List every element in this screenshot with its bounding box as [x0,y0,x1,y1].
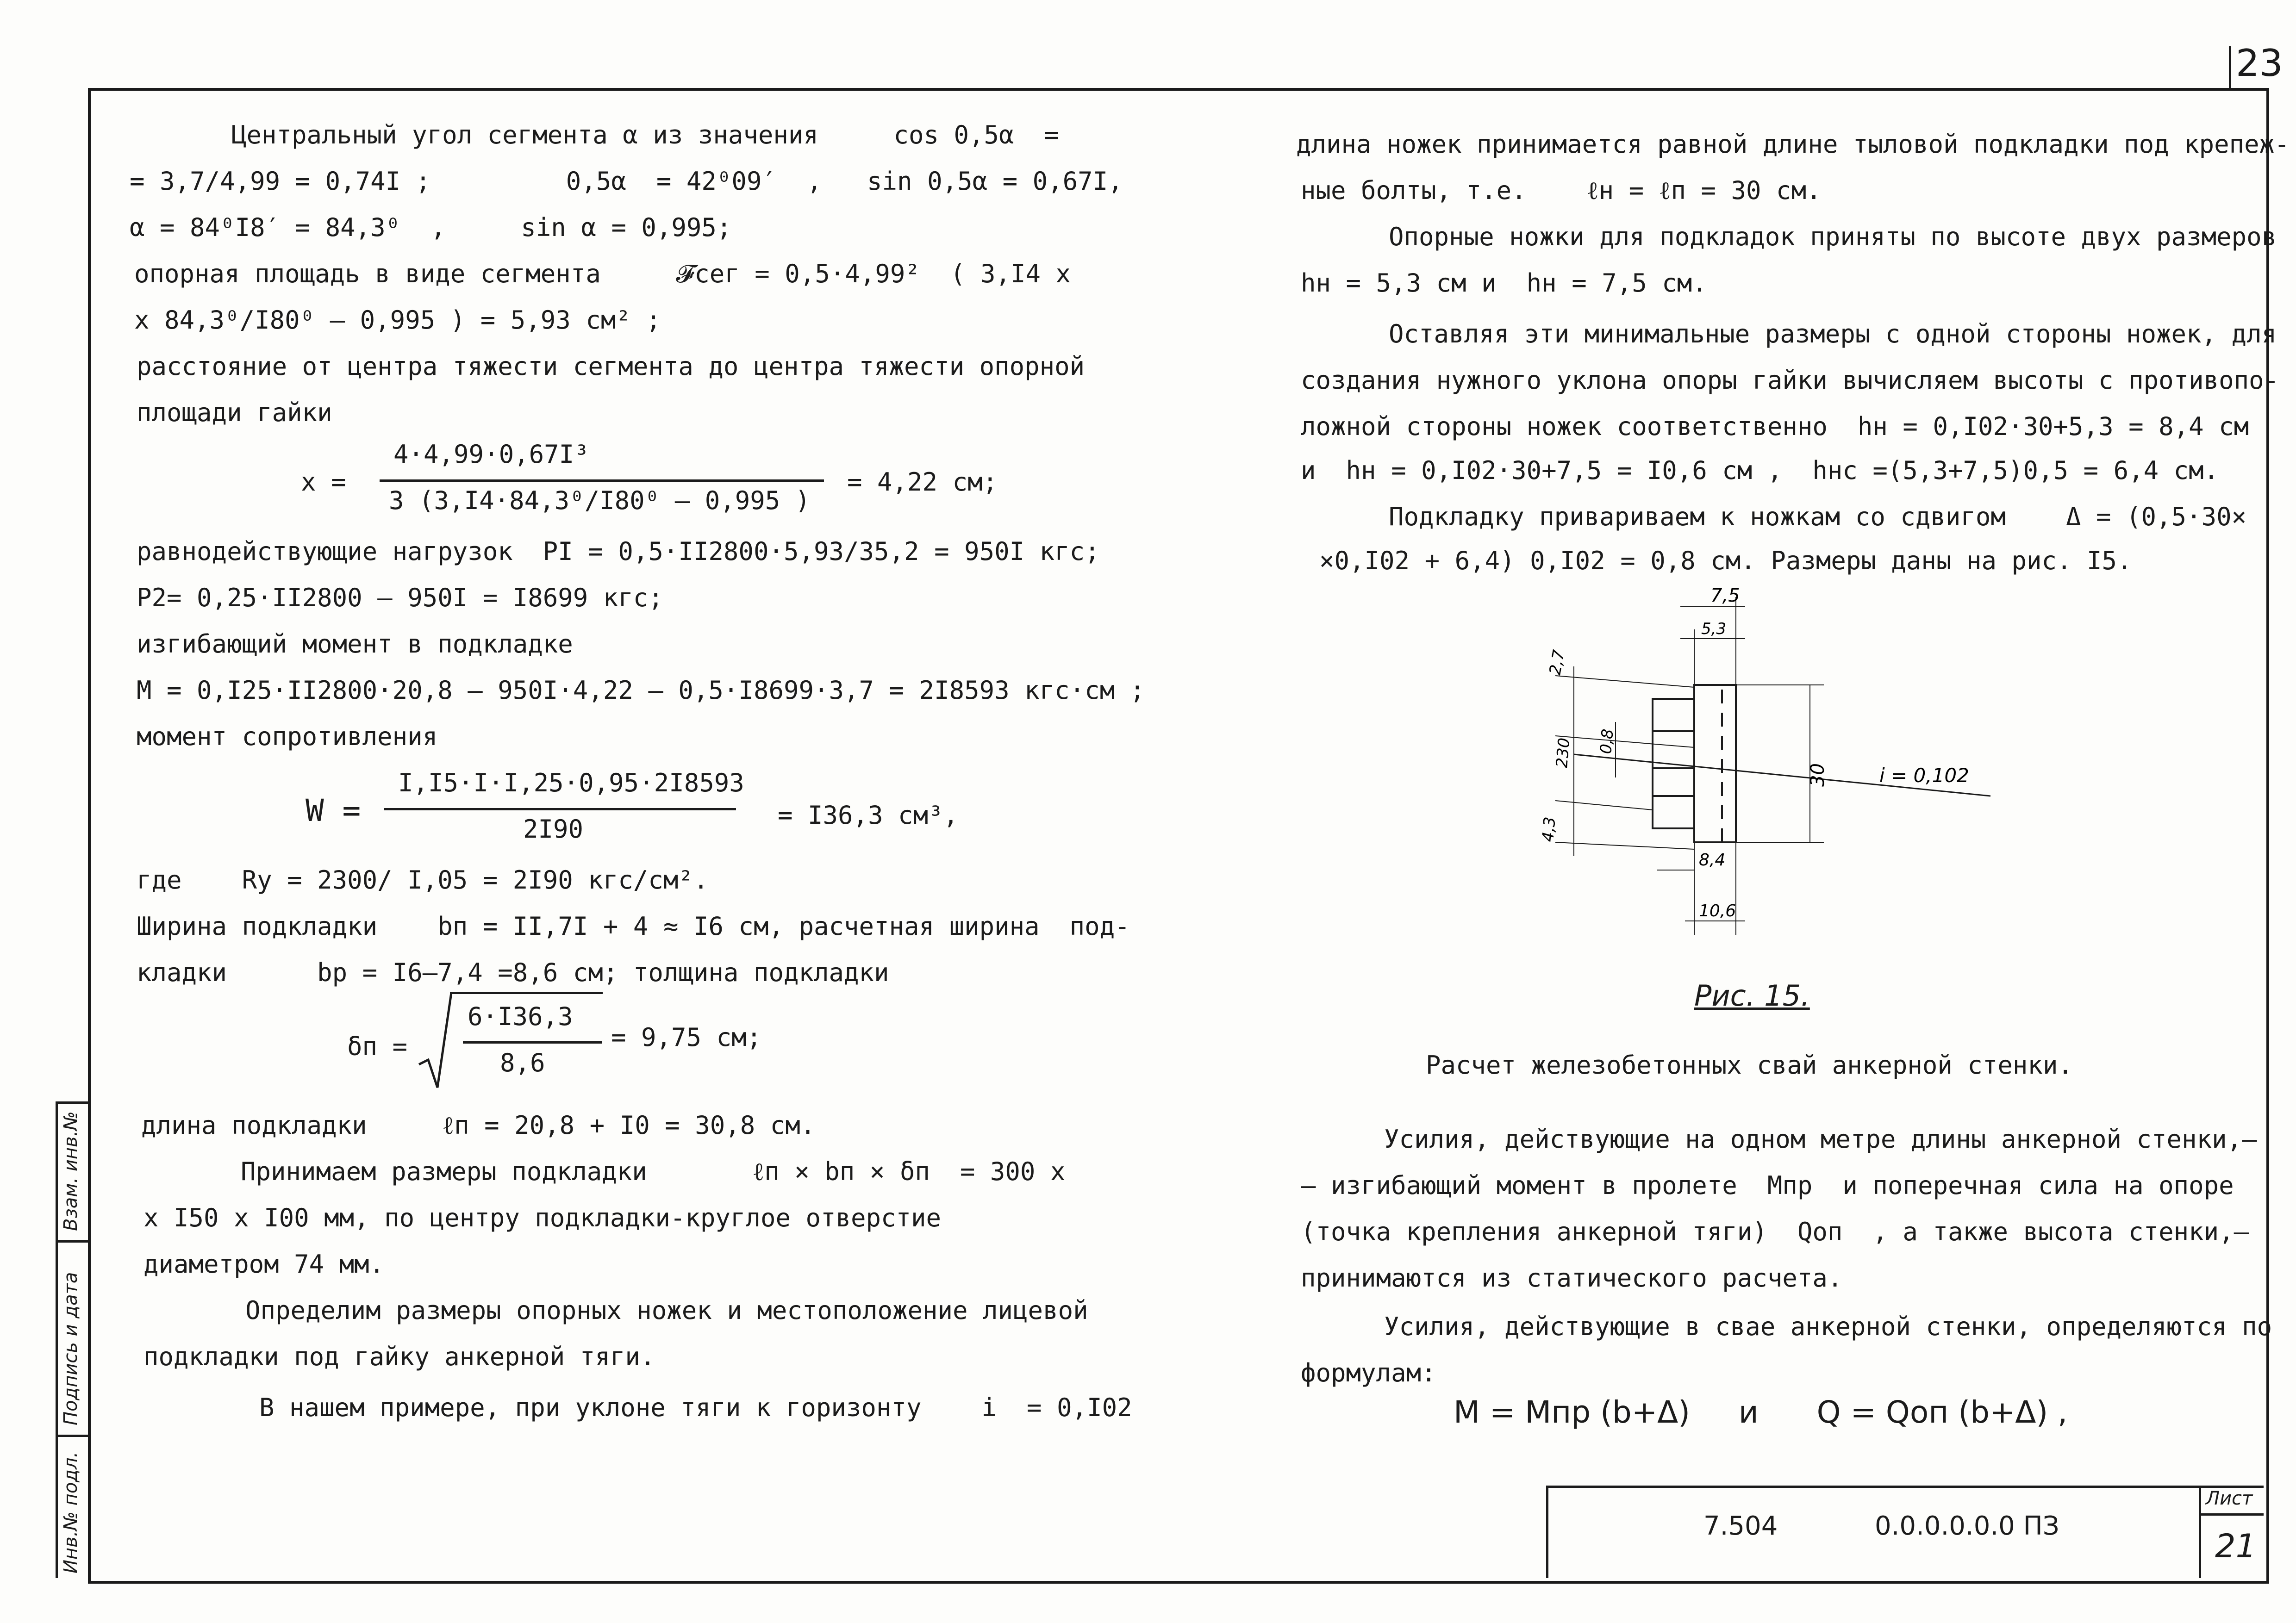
text-line: M = 0,I25·II2800·20,8 – 950I·4,22 – 0,5·I8699·3,7 = 2I8593 кгс·см ; [137,676,1145,705]
text-line: подкладки под гайку анкерной тяги. [144,1342,655,1371]
text-line: x 84,3⁰/I80⁰ – 0,995 ) = 5,93 см² ; [134,305,661,335]
formula-w-result: = I36,3 см³, [778,801,959,830]
section-heading: Расчет железобетонных свай анкерной стенки. [1426,1051,2073,1080]
formula-x-lhs: x = [301,467,346,497]
text-line: P2= 0,25·II2800 – 950I = I8699 кгс; [137,583,663,612]
side-stamp-inv-original: Инв.№ подл. [60,1451,81,1573]
formula-w-lhs: W = [306,793,361,828]
text-line: площади гайки [137,398,332,427]
side-stamp-div1 [56,1240,90,1243]
text-line: ×0,I02 + 6,4) 0,I02 = 0,8 см. Размеры даны на рис. I5. [1319,546,2132,575]
text-line: длина подкладки ℓп = 20,8 + I0 = 30,8 см. [141,1111,816,1140]
text-line: ложной стороны ножек соответственно hн = 0,I02·30+5,3 = 8,4 см [1301,412,2249,441]
page-corner-number: 23 [2236,42,2283,85]
fig-dim-27: 2,7 [1546,648,1569,677]
text-line: Ширина подкладки bп = II,7I + 4 ≈ I6 см, расчетная ширина под- [137,912,1130,941]
text-line: создания нужного уклона опоры гайки вычисляем высоты с противопо- [1301,366,2279,395]
formula-delta-lhs: δп = [347,1032,408,1061]
fig-dim-top: 7,5 [1710,585,1740,606]
sheet-number: 21 [2215,1527,2257,1565]
fig-dim-top2: 5,3 [1701,620,1727,638]
formula-w-denominator: 2I90 [523,815,584,844]
side-stamp-signature-date: Подпись и дата [60,1272,81,1425]
text-line: Центральный угол сегмента α из значения cos 0,5α = [231,120,1060,149]
fig-slope-label: i = 0,102 [1879,764,1969,787]
title-block-sheet-line [2199,1513,2264,1516]
text-line: (точка крепления анкерной тяги) Qоп , а также высота стенки,– [1301,1217,2249,1246]
text-line: x I50 x I00 мм, по центру подкладки-круглое отверстие [144,1203,942,1232]
text-line: кладки bр = I6–7,4 =8,6 см; толщина подкладки [137,958,889,987]
formula-x-bar [380,479,824,482]
fig-dim-106: 10,6 [1699,902,1736,920]
text-line: Оставляя эти минимальные размеры с одной стороны ножек, для [1389,319,2277,348]
formula-x-denominator: 3 (3,I4·84,3⁰/I80⁰ – 0,995 ) [389,486,811,515]
text-line: В нашем примере, при уклоне тяги к горизонту i = 0,I02 [259,1393,1132,1422]
text-line: Принимаем размеры подкладки ℓп × bп × δп = 300 x [241,1157,1066,1186]
text-line: принимаются из статического расчета. [1301,1263,1843,1293]
sqrt-sign [417,990,454,1092]
text-line: ные болты, т.е. ℓн = ℓп = 30 см. [1301,176,1822,205]
text-line: Подкладку привариваем к ножкам со сдвигом Δ = (0,5·30× [1389,502,2247,531]
formula-delta-bar [463,1041,602,1044]
sheet-label: Лист [2206,1488,2253,1509]
doc-code: 7.504 [1703,1511,1778,1541]
doc-designation: 0.0.0.0.0.0 ПЗ [1875,1511,2059,1541]
formula-delta-numerator: 6·I36,3 [468,1002,573,1031]
formula-delta-result: = 9,75 см; [611,1023,762,1052]
text-line: hн = 5,3 см и hн = 7,5 см. [1301,268,1707,298]
side-stamp-div2 [56,1435,90,1437]
fig-dim-84: 8,4 [1699,851,1726,870]
text-line: Опорные ножки для подкладок приняты по высоте двух размеров [1389,222,2277,251]
text-line: момент сопротивления [137,722,438,751]
text-line: изгибающий момент в подкладке [137,629,573,659]
title-block-top [1546,1486,2264,1488]
fig-dim-43: 4,3 [1539,816,1560,843]
text-line: формулам: [1301,1358,1436,1387]
formula-x-result: = 4,22 см; [847,467,998,497]
figure-caption: Рис. 15. [1694,979,1810,1013]
text-line: Усилия, действующие в свае анкерной стенки, определяются по [1384,1312,2272,1341]
text-line: диаметром 74 мм. [144,1250,385,1279]
text-line: опорная площадь в виде сегмента 𝓕сег = 0,5·4,99² ( 3,I4 x [134,259,1071,288]
formula-w-numerator: I,I5·I·I,25·0,95·2I8593 [398,768,744,797]
text-line: α = 84⁰I8′ = 84,3⁰ , sin α = 0,995; [130,213,732,242]
text-line: и hн = 0,I02·30+7,5 = I0,6 см , hнс =(5,3+7,5)0,5 = 6,4 см. [1301,456,2219,485]
text-line: = 3,7/4,99 = 0,74I ; 0,5α = 42⁰09′ , sin 0,5α = 0,67I, [130,167,1123,196]
text-line: равнодействующие нагрузок PI = 0,5·II2800·5,93/35,2 = 950I кгс; [137,537,1100,566]
side-stamp-replaced-inv: Взам. инв.№ [60,1111,81,1231]
fig-dim-08: 0,8 [1597,728,1617,755]
side-stamp-border [56,1101,58,1578]
text-line: Усилия, действующие на одном метре длины анкерной стенки,– [1384,1125,2257,1154]
title-block-sheet-divider [2199,1486,2201,1578]
text-line: Определим размеры опорных ножек и местоположение лицевой [245,1296,1088,1325]
figure-15 [1528,583,2028,963]
sqrt-overbar [450,992,603,994]
text-line: где Ry = 2300/ I,05 = 2I90 кгс/см². [137,865,709,895]
title-block-left [1546,1486,1548,1578]
formula-w-bar [384,808,736,810]
formula-x-numerator: 4·4,99·0,67I³ [393,440,589,469]
fig-anchor-leg [1694,685,1736,842]
text-line: – изгибающий момент в пролете Mпр и поперечная сила на опоре [1301,1171,2234,1200]
side-stamp-top [56,1101,90,1104]
fig-dim-30: 30 [1807,763,1828,787]
text-line: расстояние от центра тяжести сегмента до центра тяжести опорной [137,352,1085,381]
formula-delta-denominator: 8,6 [500,1048,545,1077]
fig-dim-230: 230 [1553,737,1574,769]
formula-m-q: M = Mпр (b+Δ) и Q = Qоп (b+Δ) , [1454,1394,2068,1430]
frame-top-right-tick [2229,46,2231,90]
text-line: длина ножек принимается равной длине тыловой подкладки под крепеж- [1296,130,2290,159]
